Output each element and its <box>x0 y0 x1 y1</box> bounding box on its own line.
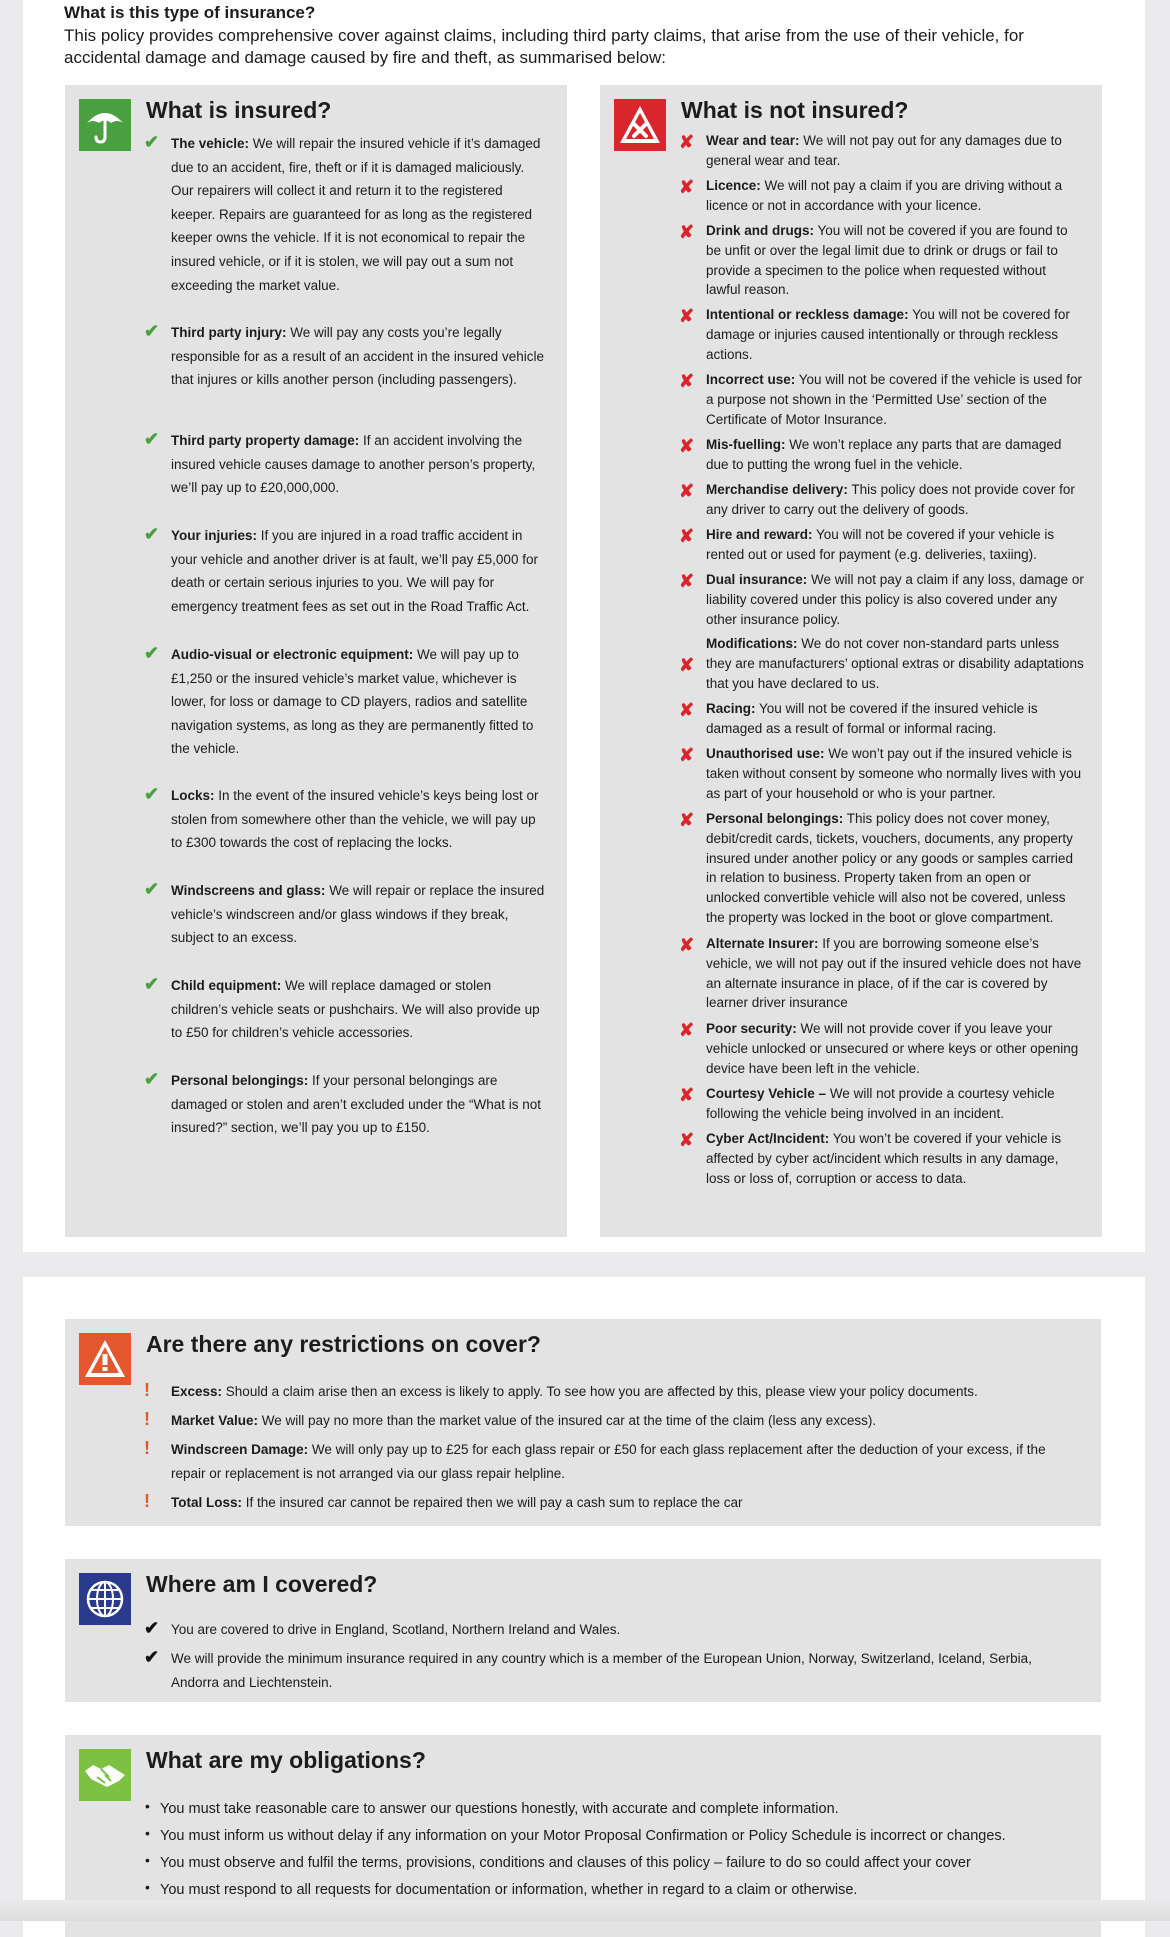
item-text: You won’t be covered if your vehicle is affected by cyber act/incident which results in any damage, loss or loss of, corruption or access to data. <box>706 1131 1062 1186</box>
item-label: Child equipment: <box>171 978 282 993</box>
warning-triangle-icon <box>79 1333 131 1385</box>
document-page-1 <box>23 0 1145 1252</box>
item-text: You are covered to drive in England, Scotland, Northern Ireland and Wales. <box>171 1622 621 1637</box>
item-label: Merchandise delivery: <box>706 482 848 497</box>
item-label: Incorrect use: <box>706 372 796 387</box>
item-text: We will pay no more than the market value of the insured car at the time of the claim (less any excess). <box>258 1413 877 1428</box>
where-covered-panel <box>65 1559 1101 1702</box>
warning-cross-icon <box>614 99 666 151</box>
green-check-icon: ✔ <box>144 784 160 804</box>
item-label: Personal belongings: <box>706 811 844 826</box>
item-label: Total Loss: <box>171 1495 243 1510</box>
item-text: We will pay up to £1,250 or the insured vehicle’s market value, whichever is lower, for loss or damage to CD players, radios and satellite navigation systems, as long as they are permanently fitted to the vehicle. <box>171 647 534 757</box>
page-bottom-edge <box>0 1900 1170 1921</box>
item-text: If an accident involving the insured vehicle causes damage to another person’s property, we’ll pay up to £20,000,000. <box>171 433 536 496</box>
item-label: Alternate Insurer: <box>706 936 819 951</box>
item-text: If the insured car cannot be repaired then we will pay a cash sum to replace the car <box>242 1495 743 1510</box>
bullet-icon: • <box>145 1825 150 1841</box>
item-text: You will not be covered if you are found to be unfit or over the legal limit due to drink or drugs or fail to provide a specimen to the police when requested without lawful reason. <box>706 223 1068 298</box>
item-text: We will not provide a courtesy vehicle following the vehicle being involved in an incident. <box>706 1086 1055 1121</box>
red-cross-icon: ✘ <box>679 1020 695 1040</box>
item-label: Courtesy Vehicle – <box>706 1086 827 1101</box>
green-check-icon: ✔ <box>144 1069 160 1089</box>
item-label: Poor security: <box>706 1021 797 1036</box>
item-label: Racing: <box>706 701 756 716</box>
item-text: You will not be covered if your vehicle is rented out or used for payment (e.g. deliveries, taxiing). <box>706 527 1055 562</box>
exclamation-icon: ! <box>144 1438 150 1458</box>
bullet-icon: • <box>145 1798 150 1814</box>
restrictions-title: Are there any restrictions on cover? <box>146 1331 541 1357</box>
what-is-insured-title: What is insured? <box>146 97 332 123</box>
umbrella-icon <box>79 99 131 151</box>
red-cross-icon: ✘ <box>679 1085 695 1105</box>
item-text: You will not be covered if the vehicle is used for a purpose not shown in the ‘Permitted Use’ section of the Certificate of Motor Insurance. <box>706 372 1082 427</box>
restrictions-panel <box>65 1319 1101 1526</box>
item-label: Market Value: <box>171 1413 259 1428</box>
item-label: Windscreen Damage: <box>171 1442 309 1457</box>
item-label: Mis-fuelling: <box>706 437 786 452</box>
red-cross-icon: ✘ <box>679 935 695 955</box>
item-label: Third party injury: <box>171 325 287 340</box>
green-check-icon: ✔ <box>144 132 160 152</box>
item-text: This policy does not cover money, debit/credit cards, tickets, vouchers, documents, any property insured under another policy or any goods or samples carried in relation to business. Property taken from an open or unlocked convertible vehicle will also not be covered, unless the property was locked in the boot or glove compartment. <box>706 811 1073 925</box>
item-text: We will only pay up to £25 for each glass repair or £50 for each glass replacement after the deduction of your excess, if the repair or replacement is not arranged via our glass repair helpline. <box>171 1442 1046 1481</box>
red-cross-icon: ✘ <box>679 571 695 591</box>
item-label: Third party property damage: <box>171 433 360 448</box>
what-is-not-insured-panel <box>600 85 1102 1237</box>
red-cross-icon: ✘ <box>679 371 695 391</box>
red-cross-icon: ✘ <box>679 745 695 765</box>
green-check-icon: ✔ <box>144 321 160 341</box>
what-is-not-insured-title: What is not insured? <box>681 97 909 123</box>
exclamation-icon: ! <box>144 1380 150 1400</box>
item-text: If you are borrowing someone else’s vehicle, we will not pay out if the insured vehicle does not have an alternate insurance in place, of if the car is covered by learner driver insurance <box>706 936 1082 1011</box>
item-text: We will not pay a claim if you are driving without a licence or not in accordance with your licence. <box>706 178 1063 213</box>
green-check-icon: ✔ <box>144 429 160 449</box>
where-covered-title: Where am I covered? <box>146 1571 378 1597</box>
obligations-title: What are my obligations? <box>146 1747 426 1773</box>
item-text: We will repair or replace the insured vehicle’s windscreen and/or glass windows if they break, subject to an excess. <box>171 883 545 946</box>
item-text: We will pay any costs you’re legally responsible for as a result of an accident in the insured vehicle that injures or kills another person (including passengers). <box>171 325 544 388</box>
item-label: Unauthorised use: <box>706 746 825 761</box>
red-cross-icon: ✘ <box>679 810 695 830</box>
item-label: Cyber Act/Incident: <box>706 1131 830 1146</box>
item-label: Intentional or reckless damage: <box>706 307 909 322</box>
item-text: We will provide the minimum insurance required in any country which is a member of the European Union, Norway, Switzerland, Iceland, Serbia, Andorra and Liechtenstein. <box>171 1651 1032 1690</box>
red-cross-icon: ✘ <box>679 526 695 546</box>
black-check-icon: ✔ <box>144 1618 160 1638</box>
red-cross-icon: ✘ <box>679 481 695 501</box>
red-cross-icon: ✘ <box>679 655 695 675</box>
bullet-icon: • <box>145 1879 150 1895</box>
item-label: Wear and tear: <box>706 133 800 148</box>
red-cross-icon: ✘ <box>679 1130 695 1150</box>
item-label: Audio-visual or electronic equipment: <box>171 647 414 662</box>
item-text: We won’t replace any parts that are damaged due to putting the wrong fuel in the vehicle. <box>706 437 1062 472</box>
item-text: We will not pay a claim if any loss, damage or liability covered under this policy is also covered under any other insurance policy. <box>706 572 1084 627</box>
globe-icon <box>79 1573 131 1625</box>
bullet-icon: • <box>145 1852 150 1868</box>
green-check-icon: ✔ <box>144 879 160 899</box>
black-check-icon: ✔ <box>144 1647 160 1667</box>
item-text: You must inform us without delay if any information on your Motor Proposal Confirmation or Policy Schedule is incorrect or changes. <box>160 1828 1006 1844</box>
item-text: Should a claim arise then an excess is likely to apply. To see how you are affected by this, please view your policy documents. <box>222 1384 978 1399</box>
item-text: You will not be covered if the insured vehicle is damaged as a result of formal or informal racing. <box>706 701 1038 736</box>
item-text: You must respond to all requests for documentation or information, whether in regard to a claim or otherwise. <box>160 1882 858 1898</box>
item-text: You must take reasonable care to answer our questions honestly, with accurate and complete information. <box>160 1801 839 1817</box>
item-text: We will not pay out for any damages due to general wear and tear. <box>706 133 1062 168</box>
item-label: Hire and reward: <box>706 527 813 542</box>
item-text: If your personal belongings are damaged or stolen and aren’t excluded under the “What is not insured?” section, we’ll pay you up to £150. <box>171 1073 541 1136</box>
red-cross-icon: ✘ <box>679 700 695 720</box>
item-text: We will repair the insured vehicle if it’s damaged due to an accident, fire, theft or if it is damaged maliciously. Our repairers will collect it and return it to the registered keeper. Repairs are guaranteed for as long as the registered keeper owns the vehicle. If it is not economical to repair the insured vehicle, or if it is stolen, we will pay out a sum not exceeding the market value. <box>171 136 541 293</box>
item-text: We will replace damaged or stolen children’s vehicle seats or pushchairs. We will also provide up to £50 for children’s vehicle accessories. <box>171 978 540 1041</box>
what-is-insured-panel <box>65 85 567 1237</box>
item-text: We won’t pay out if the insured vehicle is taken without consent by someone who normally lives with you as part of your household or who is your partner. <box>706 746 1082 801</box>
item-text: You must observe and fulfil the terms, provisions, conditions and clauses of this policy – failure to do so could affect your cover <box>160 1855 971 1871</box>
handshake-icon <box>79 1749 131 1801</box>
item-label: Locks: <box>171 788 215 803</box>
item-label: Windscreens and glass: <box>171 883 326 898</box>
item-text: We will not provide cover if you leave your vehicle unlocked or unsecured or where keys or other opening device have been left in the vehicle. <box>706 1021 1079 1076</box>
red-cross-icon: ✘ <box>679 436 695 456</box>
red-cross-icon: ✘ <box>679 306 695 326</box>
item-label: Dual insurance: <box>706 572 808 587</box>
intro-title: What is this type of insurance? <box>64 3 316 22</box>
item-label: Modifications: <box>706 636 798 651</box>
exclamation-icon: ! <box>144 1491 150 1511</box>
green-check-icon: ✔ <box>144 974 160 994</box>
item-label: The vehicle: <box>171 136 250 151</box>
item-text: In the event of the insured vehicle’s keys being lost or stolen from somewhere other than the vehicle, we will pay up to £300 towards the cost of replacing the locks. <box>171 788 539 851</box>
item-text: We do not cover non-standard parts unless they are manufacturers’ optional extras or disability adaptations that you have declared to us. <box>706 636 1084 691</box>
green-check-icon: ✔ <box>144 643 160 663</box>
exclamation-icon: ! <box>144 1409 150 1429</box>
intro-text: This policy provides comprehensive cover against claims, including third party claims, that arise from the use of their vehicle, for accidental damage and damage caused by fire and theft, as summarised below: <box>64 26 1024 67</box>
item-label: Your injuries: <box>171 528 258 543</box>
item-label: Drink and drugs: <box>706 223 815 238</box>
red-cross-icon: ✘ <box>679 132 695 152</box>
red-cross-icon: ✘ <box>679 177 695 197</box>
item-label: Excess: <box>171 1384 223 1399</box>
item-label: Personal belongings: <box>171 1073 309 1088</box>
red-cross-icon: ✘ <box>679 222 695 242</box>
item-text: This policy does not provide cover for any driver to carry out the delivery of goods. <box>706 482 1075 517</box>
document-page-2 <box>23 1277 1145 1937</box>
item-text: You will not be covered for damage or injuries caused intentionally or through reckless actions. <box>706 307 1070 362</box>
item-text: If you are injured in a road traffic accident in your vehicle and another driver is at fault, we’ll pay £5,000 for death or certain serious injuries to you. We will pay for emergency treatment fees as set out in the Road Traffic Act. <box>171 528 538 614</box>
green-check-icon: ✔ <box>144 524 160 544</box>
item-label: Licence: <box>706 178 761 193</box>
